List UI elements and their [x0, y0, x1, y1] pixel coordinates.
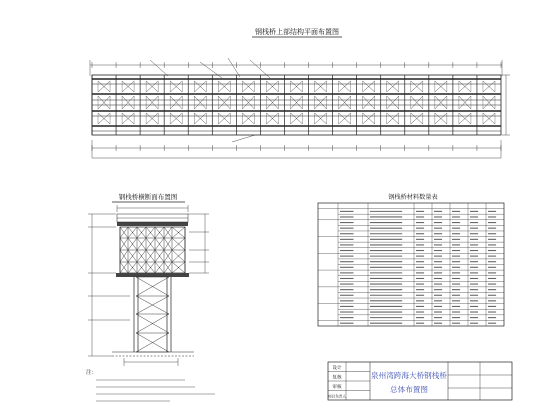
title-block-label-review: 审核 — [332, 385, 342, 390]
title-block — [328, 362, 512, 400]
material-table-cells — [340, 211, 496, 323]
elevation-cap-beam — [116, 273, 189, 277]
drawing-title-line1: 泉州湾跨海大桥钢栈桥 — [371, 371, 447, 380]
material-table-grid — [318, 203, 504, 326]
elevation-left-dimension — [88, 214, 130, 356]
material-table-title: 钢栈桥材料数量表 — [388, 194, 438, 201]
plan-side-dimension — [502, 75, 510, 135]
elevation-top-dimension — [117, 205, 188, 212]
elevation-upper-bracing — [120, 227, 185, 273]
plan-bottom-dimension — [92, 140, 501, 158]
elevation-right-dimension — [188, 214, 209, 273]
elevation-view-title: 钢栈桥横断面布置图 — [118, 193, 178, 201]
title-block-label-check: 复核 — [332, 375, 342, 381]
title-block-label-design: 设计 — [332, 366, 342, 371]
title-block-label-lead: 项目负责人 — [328, 394, 346, 399]
elevation-deck — [117, 222, 188, 226]
plan-view-title: 钢栈桥上部结构平面布置图 — [255, 28, 339, 36]
plan-girder-lines — [92, 79, 501, 131]
material-table — [318, 193, 504, 326]
elevation-view — [88, 192, 209, 366]
elevation-piles — [134, 277, 171, 352]
elevation-ground-line — [112, 352, 194, 356]
drawing-title-line2: 总体布置图 — [390, 385, 428, 394]
notes-lines — [96, 380, 215, 401]
plan-view — [90, 27, 510, 158]
elevation-bottom-dimension — [124, 358, 178, 366]
notes-block — [86, 368, 215, 401]
notes-heading: 注： — [86, 370, 98, 376]
elevation-pile-bracing — [136, 277, 169, 352]
plan-top-dimension — [90, 60, 502, 76]
